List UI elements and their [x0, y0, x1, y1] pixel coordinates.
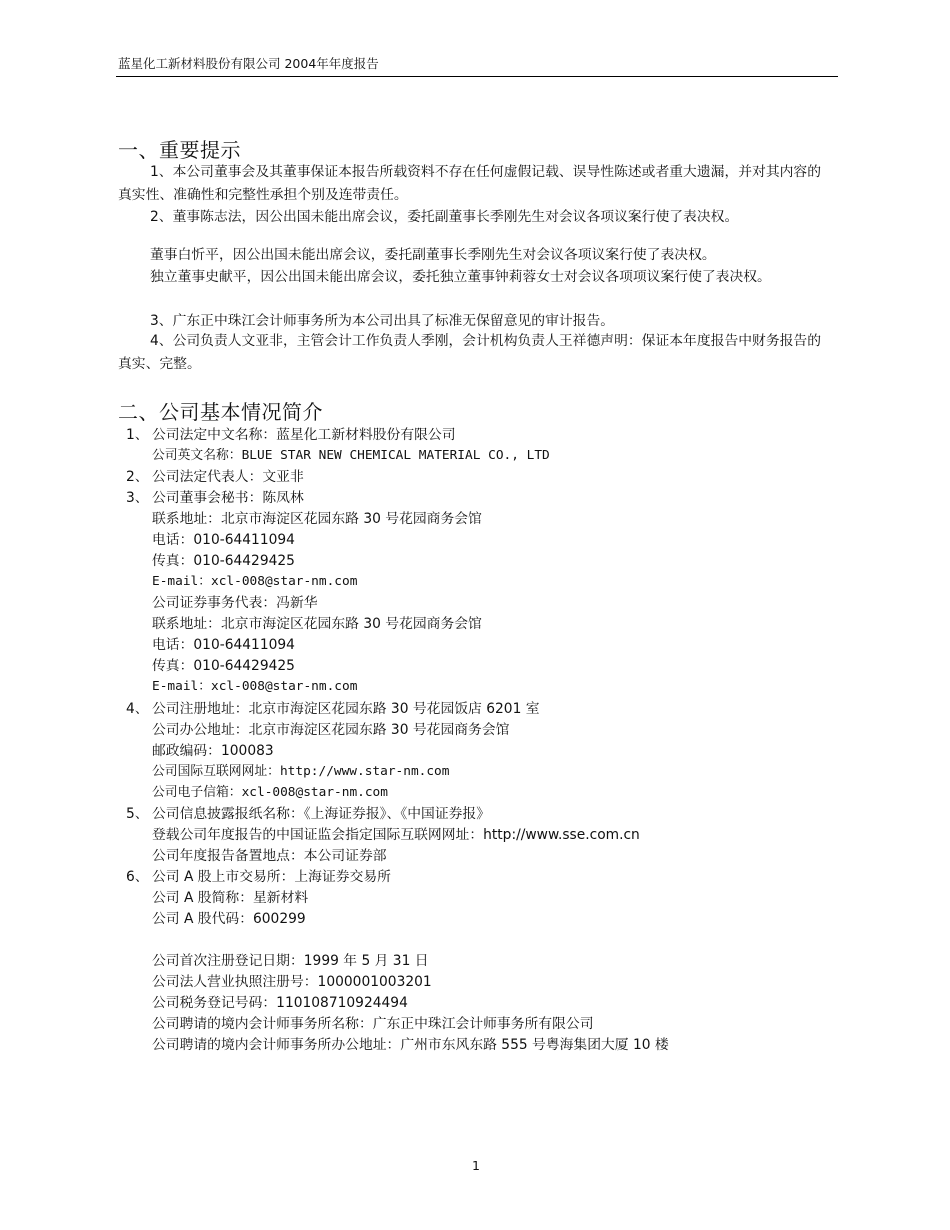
- profile-item-number: 3、: [126, 490, 149, 506]
- profile-item-text: 公司法人营业执照注册号：1000001003201: [152, 974, 432, 990]
- profile-item-number: 5、: [126, 806, 149, 822]
- profile-item-text: 公司英文名称：BLUE STAR NEW CHEMICAL MATERIAL CO., LTD: [152, 448, 550, 463]
- profile-item-text: 电话：010-64411094: [152, 532, 295, 548]
- profile-item-number: 1、: [126, 427, 149, 443]
- section-title-company-profile: 二、公司基本情况简介: [118, 400, 323, 424]
- notice-paragraph-3: 董事白忻平，因公出国未能出席会议，委托副董事长季刚先生对会议各项议案行使了表决权。: [150, 247, 716, 263]
- header-rule: [116, 76, 838, 77]
- notice-paragraph-2: 2、董事陈志法，因公出国未能出席会议，委托副董事长季刚先生对会议各项议案行使了表决权。: [150, 209, 739, 225]
- profile-item-text: 公司法定代表人：文亚非: [152, 469, 304, 485]
- profile-item-text: E-mail：xcl-008@star-nm.com: [152, 574, 358, 589]
- profile-item-text: 公司董事会秘书：陈凤林: [152, 490, 304, 506]
- notice-paragraph-4: 独立董事史献平，因公出国未能出席会议，委托独立董事钟莉蓉女士对会议各项项议案行使了表决权。: [150, 269, 771, 285]
- profile-item-number: 4、: [126, 701, 149, 717]
- profile-item-text: 公司证券事务代表：冯新华: [152, 595, 318, 611]
- profile-item-number: 2、: [126, 469, 149, 485]
- profile-item-text: 公司年度报告备置地点：本公司证券部: [152, 848, 387, 864]
- profile-item-text: 公司电子信箱：xcl-008@star-nm.com: [152, 785, 388, 800]
- profile-item-text: 公司 A 股简称：星新材料: [152, 890, 309, 906]
- profile-item-text: 公司首次注册登记日期：1999 年 5 月 31 日: [152, 953, 429, 969]
- profile-item-text: 电话：010-64411094: [152, 637, 295, 653]
- profile-item-text: 公司 A 股上市交易所：上海证券交易所: [152, 869, 391, 885]
- profile-item-text: 联系地址：北京市海淀区花园东路 30 号花园商务会馆: [152, 616, 482, 632]
- profile-item-text: 公司办公地址：北京市海淀区花园东路 30 号花园商务会馆: [152, 722, 510, 738]
- profile-item-text: 联系地址：北京市海淀区花园东路 30 号花园商务会馆: [152, 511, 482, 527]
- profile-item-text: 公司聘请的境内会计师事务所名称：广东正中珠江会计师事务所有限公司: [152, 1016, 594, 1032]
- report-header: 蓝星化工新材料股份有限公司 2004年年度报告: [118, 56, 379, 71]
- profile-item-text: 公司注册地址：北京市海淀区花园东路 30 号花园饭店 6201 室: [152, 701, 540, 717]
- profile-item-text: 传真：010-64429425: [152, 553, 295, 569]
- profile-item-text: 登载公司年度报告的中国证监会指定国际互联网网址：http://www.sse.com.cn: [152, 827, 640, 843]
- profile-item-text: 公司法定中文名称：蓝星化工新材料股份有限公司: [152, 427, 456, 443]
- section-title-important-notice: 一、重要提示: [118, 138, 241, 162]
- page-number: 1: [472, 1158, 480, 1173]
- profile-item-text: 公司聘请的境内会计师事务所办公地址：广州市东风东路 555 号粤海集团大厦 10 楼: [152, 1037, 669, 1053]
- profile-item-text: E-mail：xcl-008@star-nm.com: [152, 679, 358, 694]
- profile-item-text: 公司税务登记号码：110108710924494: [152, 995, 408, 1011]
- profile-item-number: 6、: [126, 869, 149, 885]
- notice-paragraph-6: 4、公司负责人文亚非，主管会计工作负责人季刚，会计机构负责人王祥德声明：保证本年度报告中财务报告的真实、完整。: [118, 333, 822, 372]
- profile-item-text: 公司 A 股代码：600299: [152, 911, 306, 927]
- profile-item-text: 邮政编码：100083: [152, 743, 274, 759]
- profile-item-text: 公司信息披露报纸名称：《上海证券报》、《中国证券报》: [152, 806, 491, 822]
- profile-item-text: 公司国际互联网网址：http://www.star-nm.com: [152, 764, 450, 779]
- profile-item-text: 传真：010-64429425: [152, 658, 295, 674]
- notice-paragraph-5: 3、广东正中珠江会计师事务所为本公司出具了标准无保留意见的审计报告。: [150, 313, 615, 329]
- notice-paragraph-1: 1、本公司董事会及其董事保证本报告所载资料不存在任何虚假记载、误导性陈述或者重大遗漏，并对其内容的真实性、准确性和完整性承担个别及连带责任。: [118, 164, 822, 203]
